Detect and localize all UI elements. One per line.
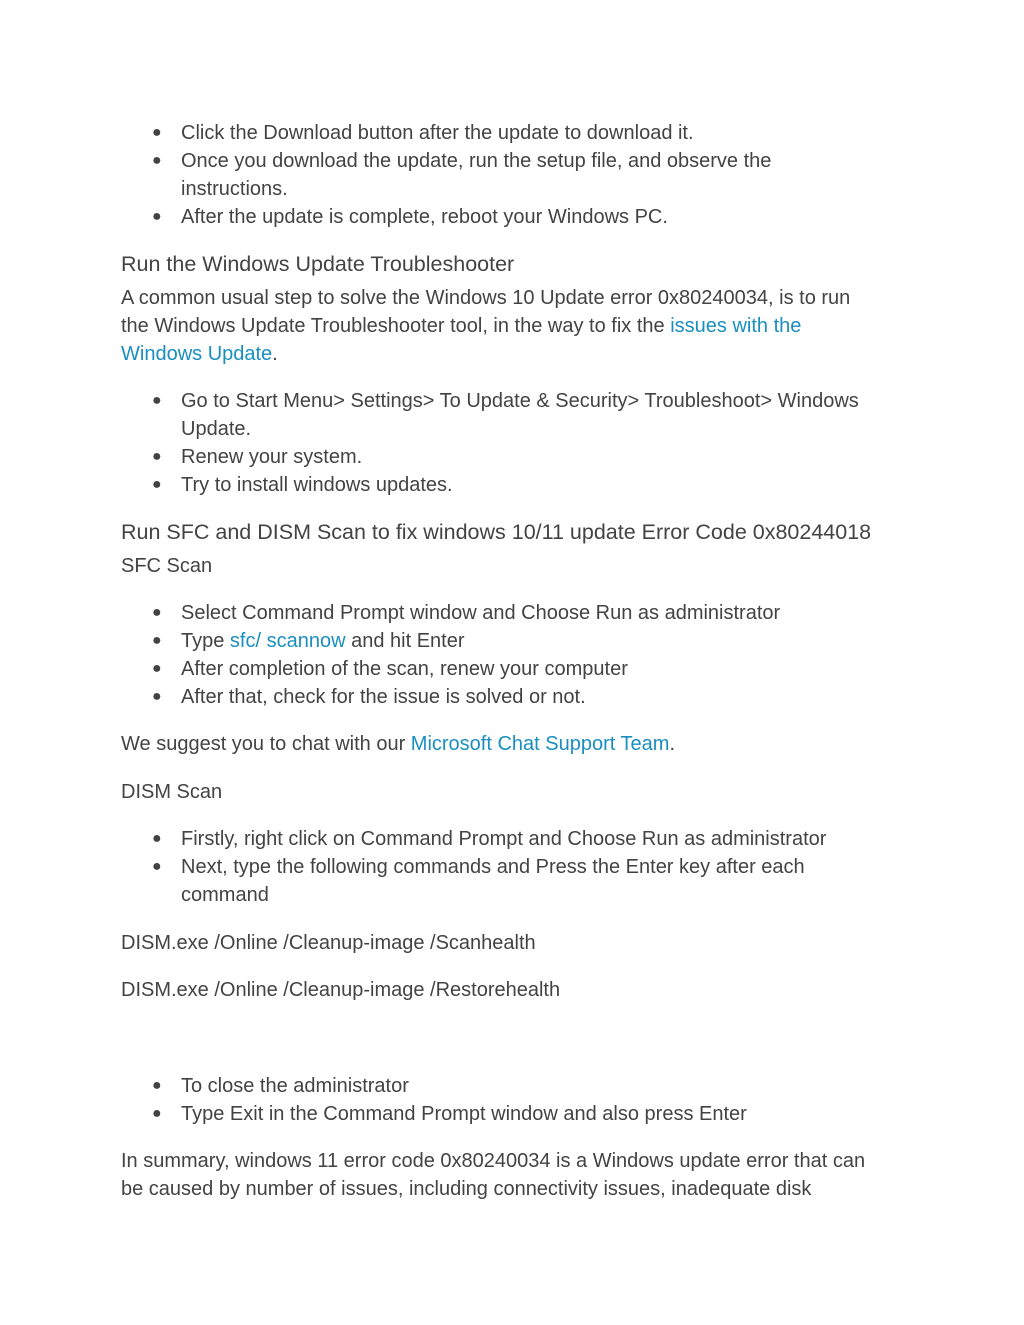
list-item-text-continued: command [181, 884, 269, 906]
dism-restorehealth-command: DISM.exe /Online /Cleanup-image /Restorehealth [121, 979, 561, 1001]
download-steps-list [0, 119, 1024, 231]
bullet-icon: ● [152, 152, 162, 169]
dism-steps-list [0, 825, 1024, 909]
summary-paragraph [121, 1147, 911, 1203]
close-admin-steps-list [0, 1072, 1024, 1128]
bullet-icon: ● [152, 448, 162, 465]
list-item [0, 627, 1024, 655]
list-item [0, 599, 1024, 627]
list-item-text: After completion of the scan, renew your computer [181, 658, 628, 680]
list-item-text: Select Command Prompt window and Choose Run as administrator [181, 602, 781, 624]
list-item-text: and hit Enter [345, 630, 465, 652]
list-item-text: Once you download the update, run the setup file, and observe the [181, 150, 772, 172]
list-item [0, 443, 1024, 471]
paragraph-text: In summary, windows 11 error code 0x80240034 is a Windows update error that can [121, 1150, 866, 1172]
troubleshooter-steps-list [0, 387, 1024, 499]
bullet-icon: ● [152, 830, 162, 847]
list-item-text: Type [181, 630, 230, 652]
paragraph-text: the Windows Update Troubleshooter tool, in the way to fix the [121, 315, 671, 337]
list-item [0, 853, 1024, 909]
list-item [0, 387, 1024, 443]
bullet-icon: ● [152, 208, 162, 225]
list-item-text: After the update is complete, reboot your Windows PC. [181, 206, 668, 228]
microsoft-chat-support-link[interactable]: Microsoft Chat Support Team [410, 733, 670, 755]
paragraph-text: We suggest you to chat with our [121, 733, 411, 755]
list-item-text: Next, type the following commands and Press the Enter key after each [181, 856, 805, 878]
paragraph-text: . [272, 343, 278, 365]
paragraph-text: A common usual step to solve the Windows 10 Update error 0x80240034, is to run [121, 287, 851, 309]
bullet-icon: ● [152, 124, 162, 141]
bullet-icon: ● [152, 858, 162, 875]
troubleshooter-paragraph [121, 284, 911, 368]
list-item-text: Type Exit in the Command Prompt window and also press Enter [181, 1103, 747, 1125]
list-item [0, 1100, 1024, 1128]
list-item [0, 471, 1024, 499]
sfc-dism-heading: Run SFC and DISM Scan to fix windows 10/11 update Error Code 0x80244018 [121, 520, 872, 544]
dism-scan-subheading: DISM Scan [121, 781, 223, 803]
bullet-icon: ● [152, 476, 162, 493]
list-item-text-continued: Update. [181, 418, 252, 440]
list-item [0, 683, 1024, 711]
list-item-text: Click the Download button after the update to download it. [181, 122, 694, 144]
list-item [0, 825, 1024, 853]
bullet-icon: ● [152, 688, 162, 705]
troubleshooter-heading: Run the Windows Update Troubleshooter [121, 252, 515, 276]
list-item-text: Try to install windows updates. [181, 474, 453, 496]
list-item-text: Firstly, right click on Command Prompt and Choose Run as administrator [181, 828, 827, 850]
paragraph-text: be caused by number of issues, including connectivity issues, inadequate disk [121, 1178, 812, 1200]
bullet-icon: ● [152, 604, 162, 621]
list-item-text: After that, check for the issue is solved or not. [181, 686, 586, 708]
bullet-icon: ● [152, 660, 162, 677]
list-item [0, 119, 1024, 147]
sfc-scannow-link[interactable]: sfc/ scannow [229, 630, 346, 652]
list-item-text-continued: instructions. [181, 178, 288, 200]
bullet-icon: ● [152, 392, 162, 409]
list-item [0, 1072, 1024, 1100]
sfc-steps-list [0, 599, 1024, 711]
list-item-text: Renew your system. [181, 446, 363, 468]
dism-scanhealth-command: DISM.exe /Online /Cleanup-image /Scanhealth [121, 932, 536, 954]
windows-update-issues-link-continued[interactable]: Windows Update [121, 343, 273, 365]
chat-support-paragraph [121, 730, 911, 758]
paragraph-text: . [669, 733, 675, 755]
bullet-icon: ● [152, 1105, 162, 1122]
list-item-text: To close the administrator [181, 1075, 409, 1097]
bullet-icon: ● [152, 1077, 162, 1094]
list-item-text: Go to Start Menu> Settings> To Update & Security> Troubleshoot> Windows [181, 390, 859, 412]
windows-update-issues-link[interactable]: issues with the [670, 315, 802, 337]
list-item [0, 655, 1024, 683]
list-item [0, 203, 1024, 231]
list-item [0, 147, 1024, 203]
sfc-scan-subheading: SFC Scan [121, 555, 213, 577]
bullet-icon: ● [152, 632, 162, 649]
